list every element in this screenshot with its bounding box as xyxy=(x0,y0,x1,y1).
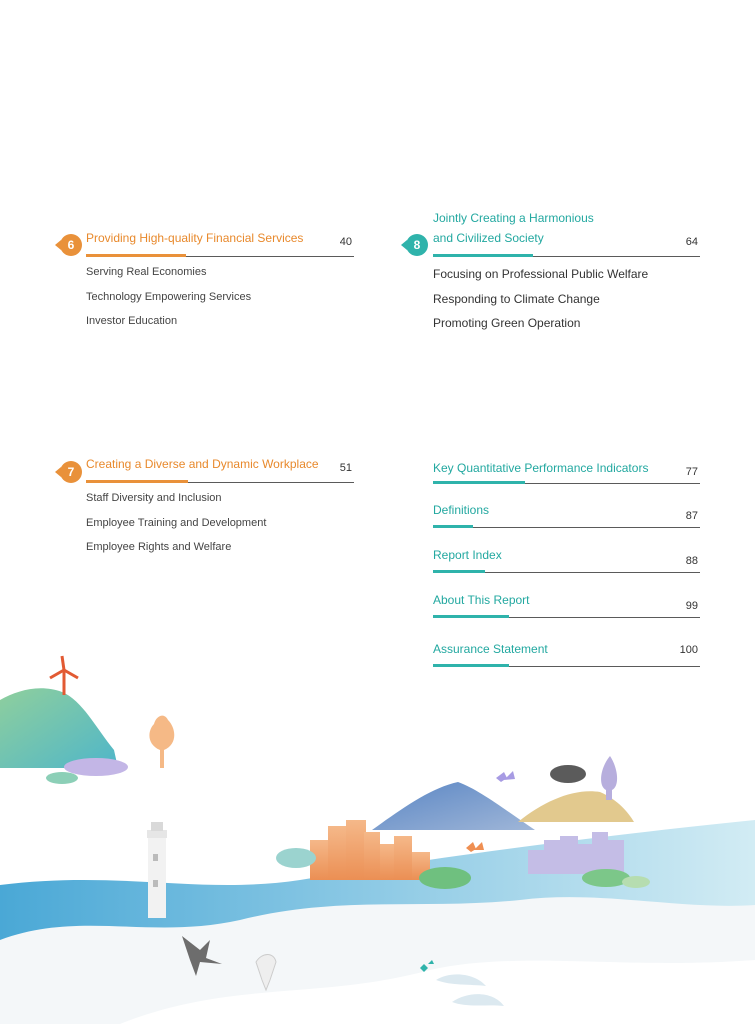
section-7-item[interactable]: Staff Diversity and Inclusion xyxy=(86,492,222,504)
index-entry-title[interactable]: About This Report xyxy=(433,593,530,607)
section-6-accent-bar xyxy=(86,254,186,257)
lighthouse-icon xyxy=(147,822,167,918)
section-8-item[interactable]: Focusing on Professional Public Welfare xyxy=(433,267,649,281)
section-7-page: 51 xyxy=(339,462,352,474)
section-6-page: 40 xyxy=(339,236,352,248)
index-entry-page: 87 xyxy=(685,510,698,522)
cloud xyxy=(46,772,78,784)
index-entry-report-index[interactable] xyxy=(433,546,700,573)
index-entry-accent-bar xyxy=(433,525,473,528)
section-7-item[interactable]: Employee Rights and Welfare xyxy=(86,541,232,553)
section-7 xyxy=(86,456,354,560)
section-6-item[interactable]: Investor Education xyxy=(86,315,178,327)
section-8-item[interactable]: Responding to Climate Change xyxy=(433,291,600,306)
section-7-title[interactable]: Creating a Diverse and Dynamic Workplace xyxy=(86,457,319,471)
section-7-items xyxy=(86,486,354,560)
section-7-item[interactable]: Employee Training and Development xyxy=(86,516,267,529)
wind-turbine-icon xyxy=(50,656,78,695)
section-8-title-line1[interactable]: Jointly Creating a Harmonious xyxy=(433,211,594,225)
index-entry-title[interactable]: Key Quantitative Performance Indicators xyxy=(433,461,649,475)
section-6-item[interactable]: Serving Real Economies xyxy=(86,266,207,278)
cloud xyxy=(276,848,316,868)
butterfly-icon xyxy=(466,842,484,852)
bush xyxy=(419,867,471,889)
section-8-number-badge: 8 xyxy=(406,234,428,256)
index-entry-page: 77 xyxy=(685,466,698,478)
section-6-number-badge: 6 xyxy=(60,234,82,256)
section-7-accent-bar xyxy=(86,480,188,483)
tree-icon xyxy=(149,716,174,768)
index-entry-page: 88 xyxy=(685,555,698,567)
index-entry-kpi[interactable] xyxy=(433,457,700,484)
index-entry-title[interactable]: Report Index xyxy=(433,548,502,562)
green-hill xyxy=(0,688,118,768)
bush xyxy=(622,876,650,888)
section-8-page: 64 xyxy=(685,236,698,248)
section-6-item[interactable]: Technology Empowering Services xyxy=(86,290,252,303)
landscape-illustration xyxy=(0,640,755,1024)
pine-tree-icon xyxy=(601,756,617,800)
index-entry-definitions[interactable] xyxy=(433,501,700,528)
sand-hill xyxy=(518,791,634,822)
bush xyxy=(582,869,630,887)
index-entry-about[interactable] xyxy=(433,591,700,618)
index-entry-accent-bar xyxy=(433,615,509,618)
index-entry-page: 99 xyxy=(685,600,698,612)
section-8-header[interactable] xyxy=(433,208,700,257)
index-entry-accent-bar xyxy=(433,570,485,573)
section-7-header[interactable] xyxy=(86,456,354,483)
cloud xyxy=(64,758,128,776)
butterfly-icon xyxy=(496,771,515,782)
index-entry-title[interactable]: Assurance Statement xyxy=(433,642,548,656)
badger-icon xyxy=(550,765,586,783)
section-8 xyxy=(433,208,700,336)
blue-mountain xyxy=(372,782,535,830)
section-8-title-line2[interactable]: and Civilized Society xyxy=(433,231,544,245)
section-6 xyxy=(86,230,354,334)
section-6-header[interactable] xyxy=(86,230,354,257)
index-entry-accent-bar xyxy=(433,481,525,484)
section-8-item[interactable]: Promoting Green Operation xyxy=(433,316,581,330)
section-8-accent-bar xyxy=(433,254,533,257)
index-entry-title[interactable]: Definitions xyxy=(433,503,490,517)
section-6-title[interactable]: Providing High-quality Financial Services xyxy=(86,231,304,245)
section-6-items xyxy=(86,260,354,334)
index-entry-page: 100 xyxy=(679,644,698,656)
section-8-items xyxy=(433,262,700,336)
section-7-number-badge: 7 xyxy=(60,461,82,483)
